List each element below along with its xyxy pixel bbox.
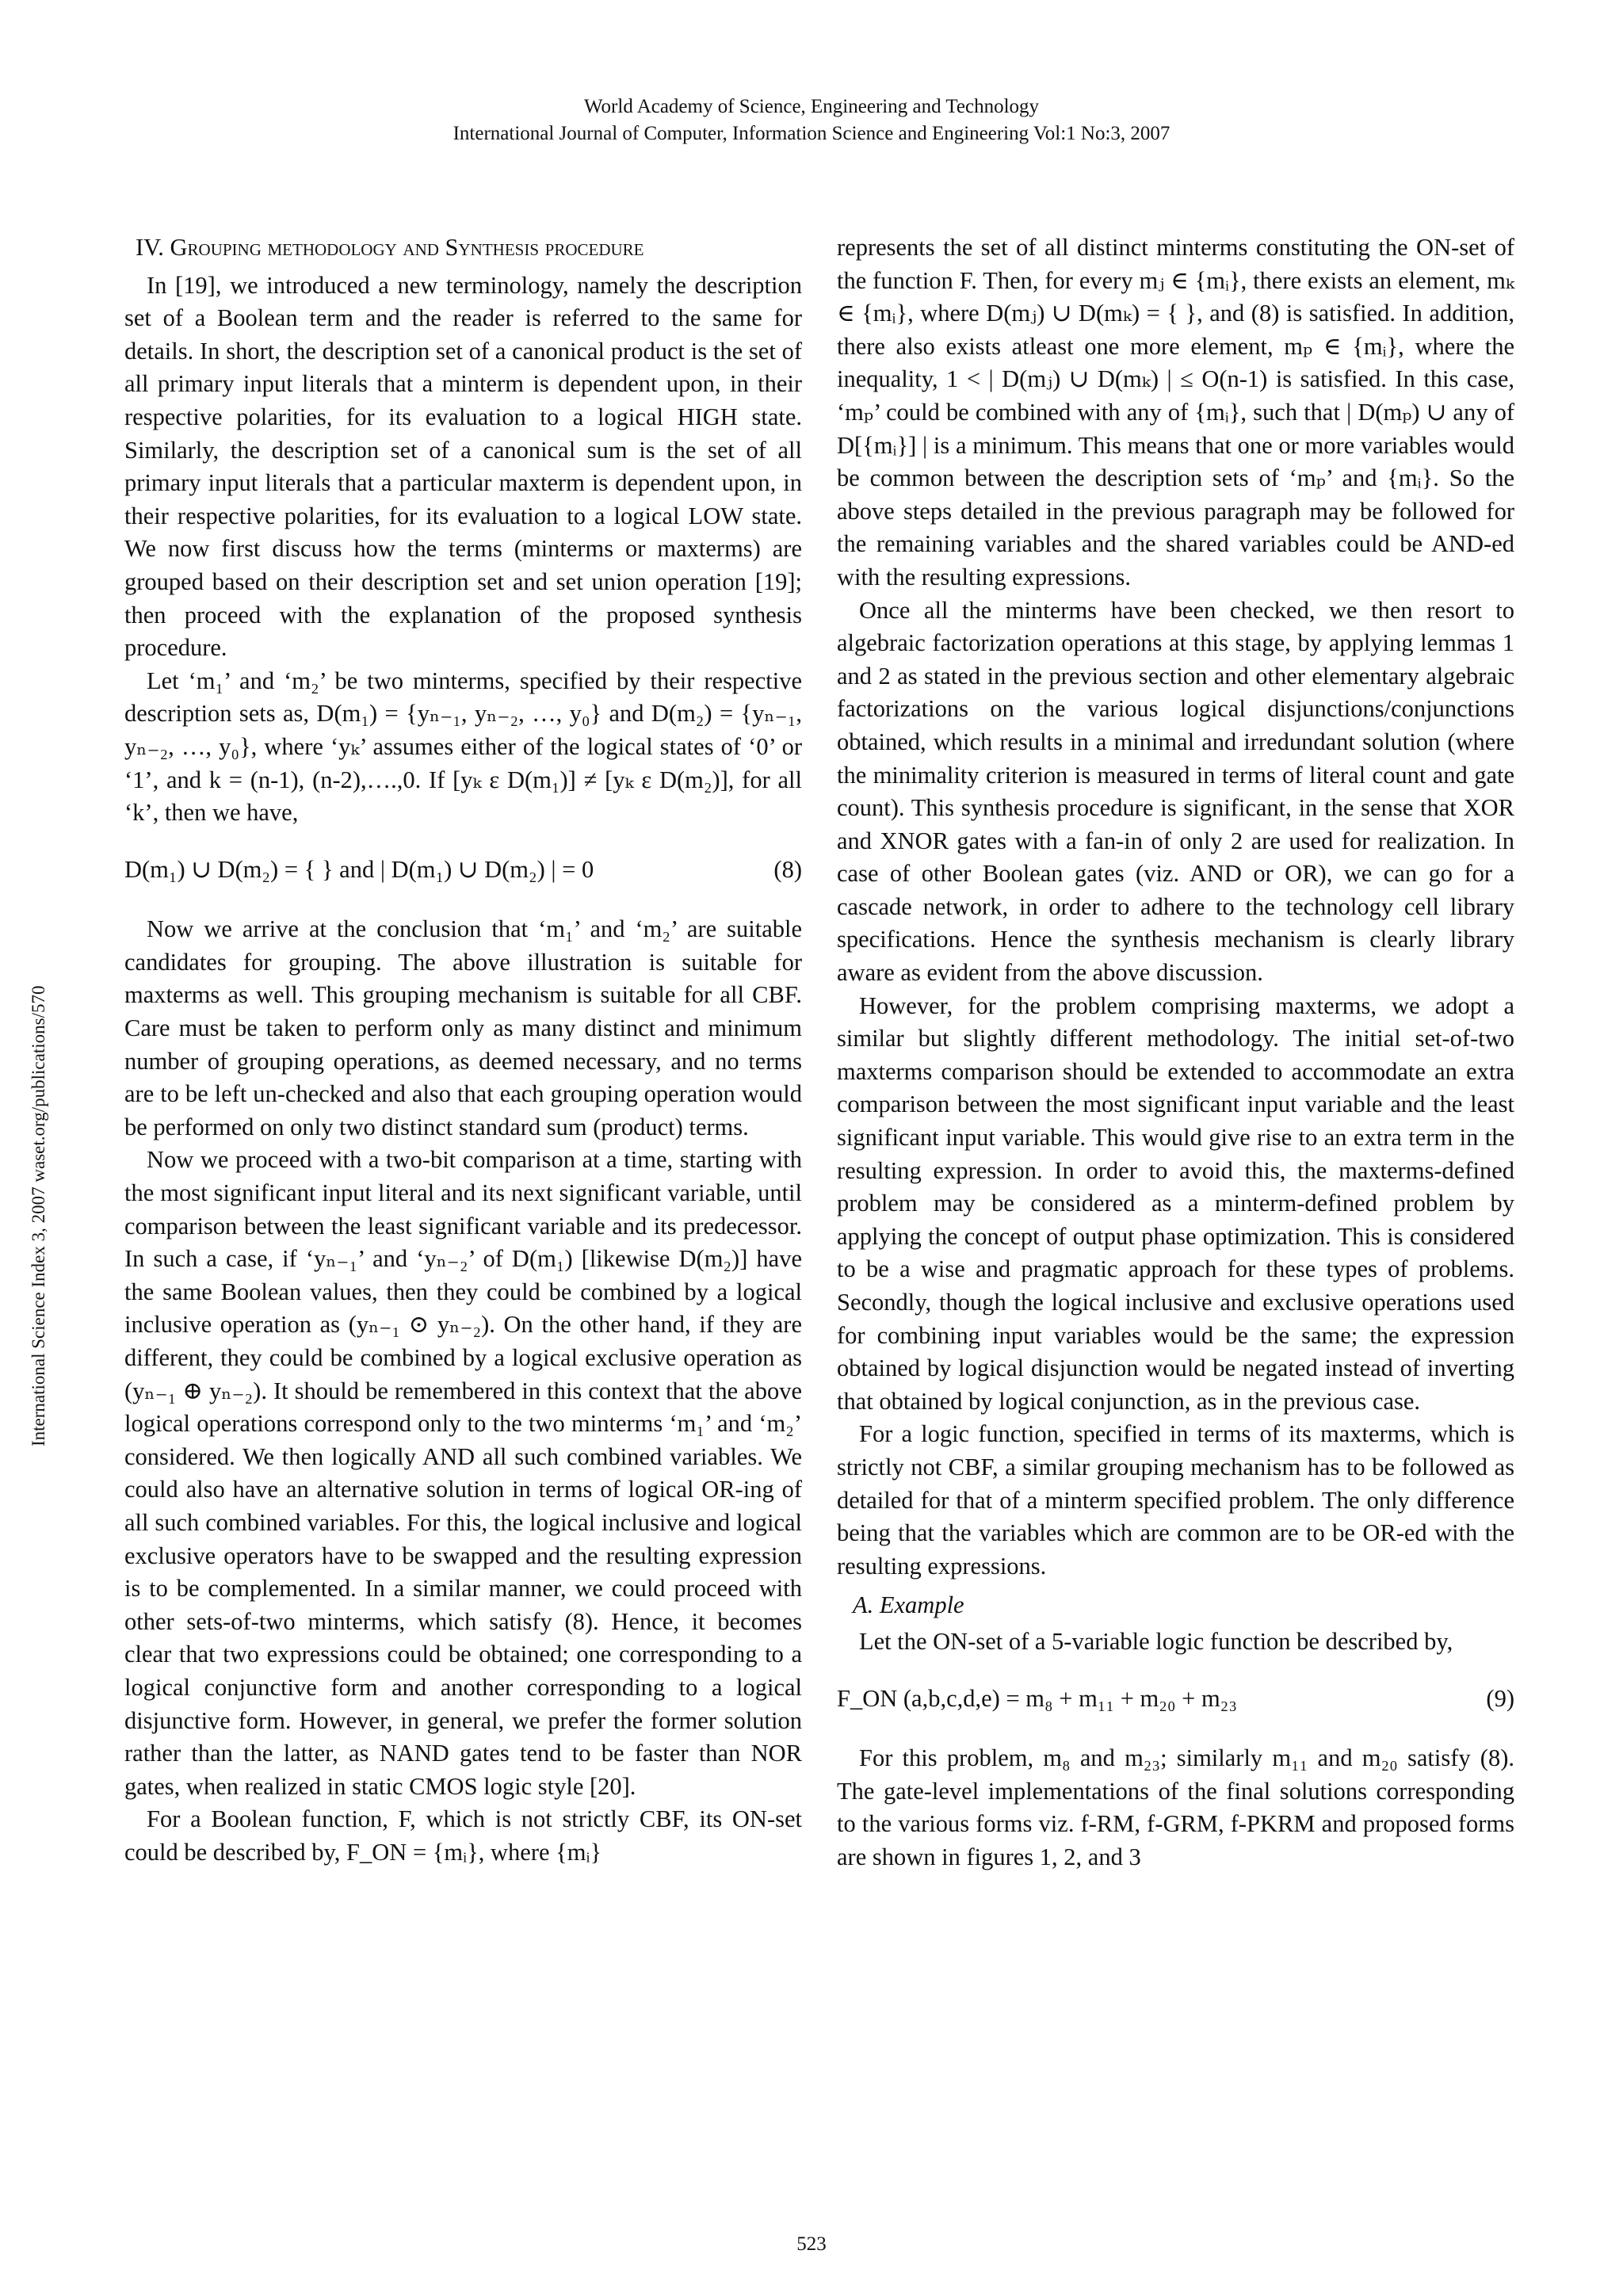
- page-number: 523: [796, 2233, 827, 2255]
- paragraph: However, for the problem comprising maxterms, we adopt a similar but slightly different methodology. The initial set-of-two maxterms comparison should be extended to accommodate an extra comparison between the most significant input variable and the least significant input variable. This would give rise to an extra term in the resulting expression. In order to avoid this, the maxterms-defined problem may be considered as a minterm-defined problem by applying the concept of output phase optimization. This is considered to be a wise and pragmatic approach for these types of problems. Secondly, though the logical inclusive and exclusive operations used for combining input variables would be the same; the expression obtained by logical disjunction would be negated instead of inverting that obtained by logical conjunction, as in the previous case.: [837, 991, 1514, 1415]
- right-column: [837, 231, 1514, 1874]
- journal-volume: International Journal of Computer, Information Science and Engineering Vol:1 No:3, 2007: [453, 123, 1170, 144]
- equation-9: [837, 1683, 1514, 1716]
- section-heading: IV. Grouping methodology and Synthesis procedure: [136, 234, 644, 261]
- equation-text: D(m₁) ∪ D(m₂) = { } and | D(m₁) ∪ D(m₂) | = 0: [124, 855, 594, 883]
- subsection-heading: A. Example: [853, 1591, 964, 1619]
- paragraph: Once all the minterms have been checked, we then resort to algebraic factorization operations at this stage, by applying lemmas 1 and 2 as stated in the previous section and other elementary algebraic factorizations on the various logical disjunctions/conjunctions obtained, which results in a minimal and irredundant solution (where the minimality criterion is measured in terms of literal count and gate count). This synthesis procedure is significant, in the sense that XOR and XNOR gates with a fan-in of only 2 are used for realization. In case of other Boolean gates (viz. AND or OR), we can go for a cascade network, in order to adhere to the technology cell library specifications. Hence the synthesis mechanism is clearly library aware as evident from the above discussion.: [837, 596, 1514, 987]
- paragraph: Let ‘m₁’ and ‘m₂’ be two minterms, specified by their respective description sets as, D(m₁) = {yₙ₋₁, yₙ₋₂, …, y₀} and D(m₂) = {yₙ₋₁, yₙ₋₂, …, y₀}, where ‘yₖ’ assumes either of the logical states of ‘0’ or ‘1’, and k = (n-1), (n-2),….,0. If [yₖ ε D(m₁)] ≠ [yₖ ε D(m₂)], for all ‘k’, then we have,: [124, 667, 802, 827]
- equation-number: (9): [1486, 1684, 1514, 1712]
- journal-name: World Academy of Science, Engineering and Technology: [583, 96, 1040, 117]
- paragraph: represents the set of all distinct minterms constituting the ON-set of the function F. Then, for every mⱼ ∈ {mᵢ}, there exists an element, mₖ ∈ {mᵢ}, where D(mⱼ) ∪ D(mₖ) = { }, and (8) is satisfied. In addition, there also exists atleast one more element, mₚ ∈ {mᵢ}, where the inequality, 1 < | D(mⱼ) ∪ D(mₖ) | ≤ O(n-1) is satisfied. In this case, ‘mₚ’ could be combined with any of {mᵢ}, such that | D(mₚ) ∪ any of D[{mᵢ}] | is a minimum. This means that one or more variables would be common between the description sets of ‘mₚ’ and {mᵢ}. So the above steps detailed in the previous paragraph may be followed for the remaining variables and the shared variables could be AND-ed with the resulting expressions.: [837, 234, 1514, 590]
- equation-text: F_ON (a,b,c,d,e) = m₈ + m₁₁ + m₂₀ + m₂₃: [837, 1684, 1237, 1712]
- index-sidebar-text: International Science Index 3, 2007 waset.org/publications/570: [29, 985, 48, 1446]
- paragraph: For a Boolean function, F, which is not strictly CBF, its ON-set could be described by, F_ON = {mᵢ}, where {mᵢ}: [124, 1805, 802, 1866]
- paragraph: Now we arrive at the conclusion that ‘m₁’ and ‘m₂’ are suitable candidates for grouping. The above illustration is suitable for maxterms as well. This grouping mechanism is suitable for all CBF. Care must be taken to perform only as many distinct and minimum number of grouping operations, as deemed necessary, and no terms are to be left un-checked and also that each grouping operation would be performed on only two distinct standard sum (product) terms.: [124, 915, 802, 1140]
- paragraph: In [19], we introduced a new terminology, namely the description set of a Boolean term and the reader is referred to the same for details. In short, the description set of a canonical product is the set of all primary input literals that a minterm is dependent upon, in their respective polarities, for its evaluation to a logical HIGH state. Similarly, the description set of a canonical sum is the set of all primary input literals that a particular maxterm is dependent upon, in their respective polarities, for its evaluation to a logical LOW state. We now first discuss how the terms (minterms or maxterms) are grouped based on their description set and set union operation [19]; then proceed with the explanation of the proposed synthesis procedure.: [124, 271, 802, 662]
- paragraph: Now we proceed with a two-bit comparison at a time, starting with the most significant input literal and its next significant variable, until comparison between the least significant variable and its predecessor. In such a case, if ‘yₙ₋₁’ and ‘yₙ₋₂’ of D(m₁) [likewise D(m₂)] have the same Boolean values, then they could be combined by a logical inclusive operation as (yₙ₋₁ ⊙ yₙ₋₂). On the other hand, if they are different, they could be combined by a logical exclusive operation as (yₙ₋₁ ⊕ yₙ₋₂). It should be remembered in this context that the above logical operations correspond only to the two minterms ‘m₁’ and ‘m₂’ considered. We then logically AND all such combined variables. We could also have an alternative solution in terms of logical OR-ing of all such combined variables. For this, the logical inclusive and logical exclusive operators have to be swapped and the resulting expression is to be complemented. In a similar manner, we could proceed with other sets-of-two minterms, which satisfy (8). Hence, it becomes clear that two expressions could be obtained; one corresponding to a logical conjunctive form and another corresponding to a logical disjunctive form. However, in general, we prefer the former solution rather than the latter, as NAND gates tend to be faster than NOR gates, when realized in static CMOS logic style [20].: [124, 1146, 802, 1800]
- journal-header: [0, 94, 1623, 147]
- left-column: [124, 231, 802, 1870]
- paragraph: For this problem, m₈ and m₂₃; similarly m₁₁ and m₂₀ satisfy (8). The gate-level implementations of the final solutions corresponding to the various forms viz. f-RM, f-GRM, f-PKRM and proposed forms are shown in figures 1, 2, and 3: [837, 1744, 1514, 1870]
- equation-number: (8): [773, 855, 802, 883]
- paragraph: Let the ON-set of a 5-variable logic function be described by,: [859, 1627, 1453, 1655]
- paragraph: For a logic function, specified in terms of its maxterms, which is strictly not CBF, a similar grouping mechanism has to be followed as detailed for that of a minterm specified problem. The only difference being that the variables which are common are to be OR-ed with the resulting expressions.: [837, 1420, 1514, 1580]
- equation-8: [124, 854, 802, 887]
